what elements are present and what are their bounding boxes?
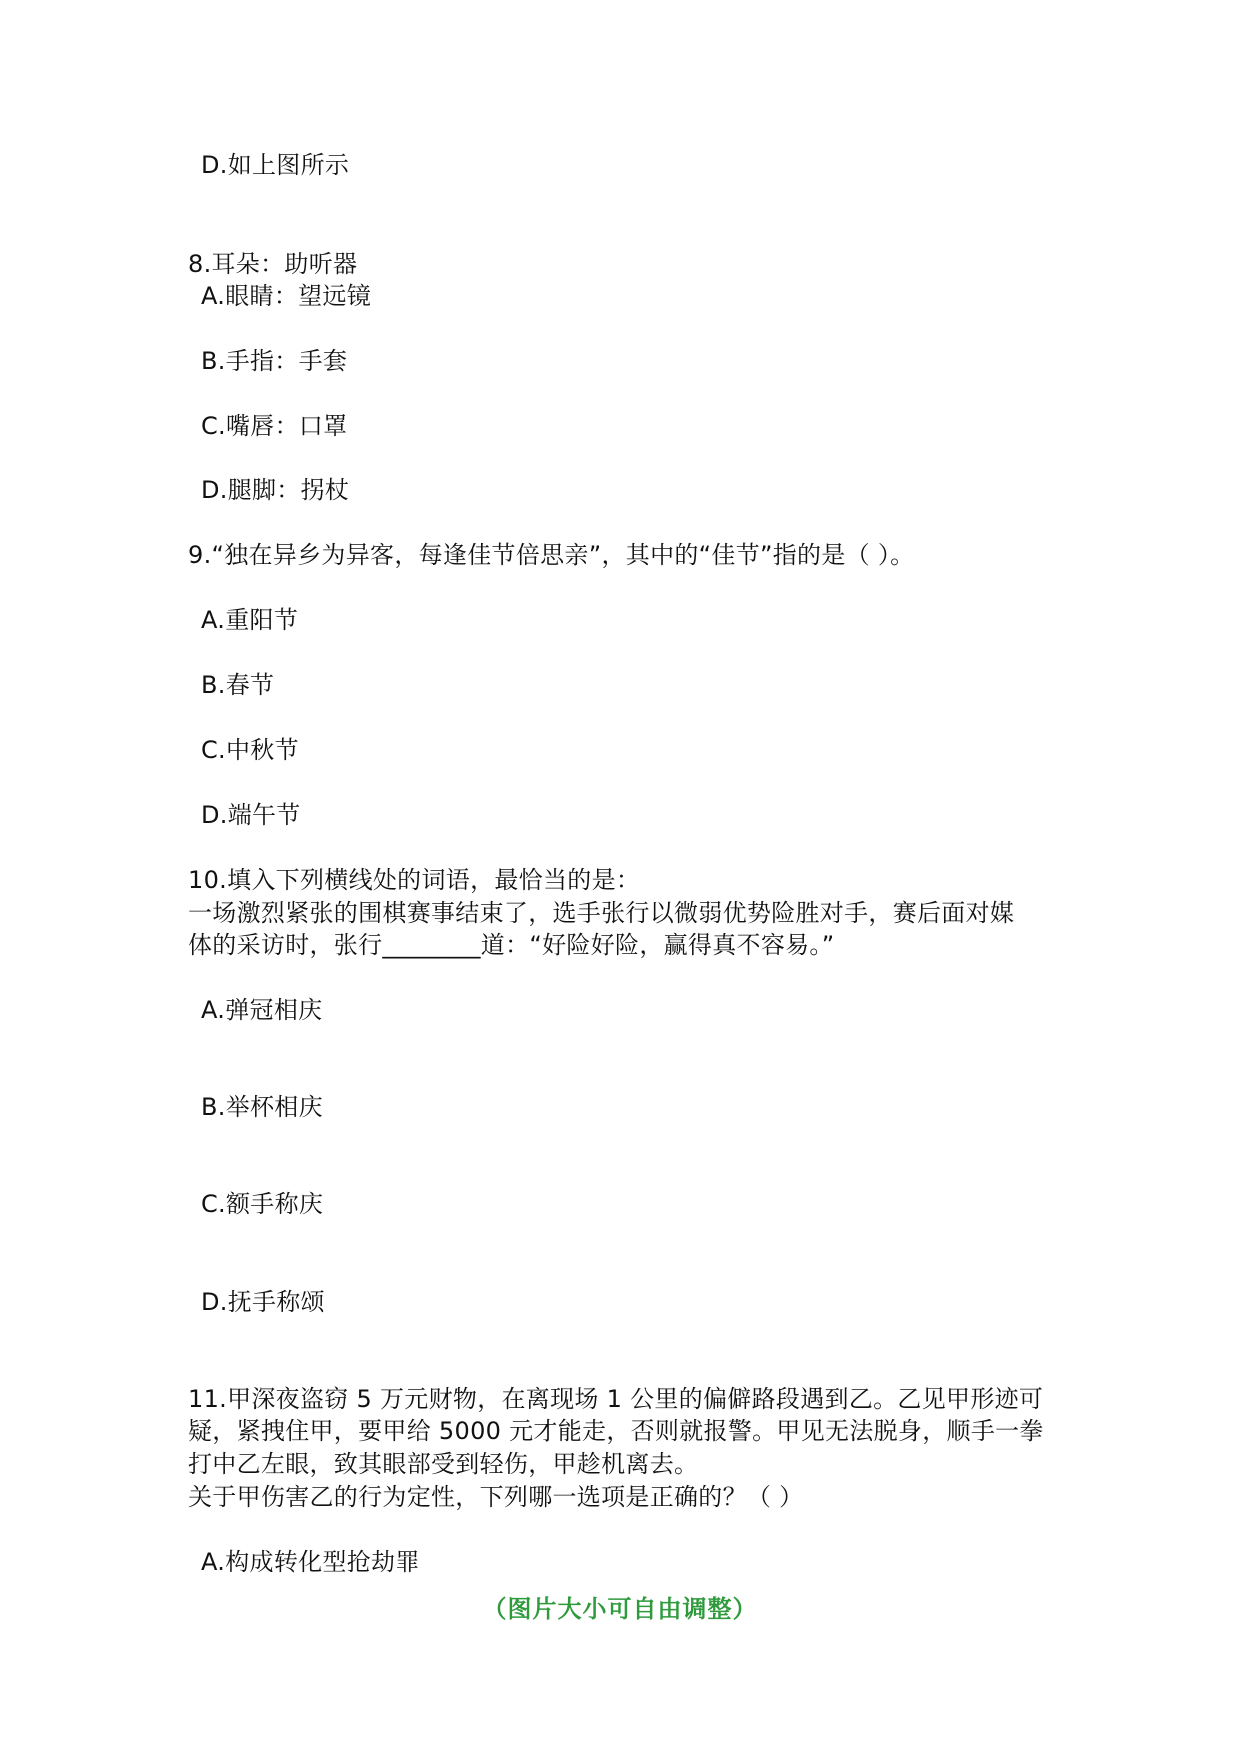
q10-option-d: D.抚手称颂 (201, 1288, 325, 1316)
q11-stem-line: 打中乙左眼，致其眼部受到轻伤，甲趁机离去。 (188, 1450, 699, 1478)
q10-option-a: A.弹冠相庆 (201, 996, 323, 1024)
q8-option-d: D.腿脚：拐杖 (201, 476, 350, 504)
q8-stem: 8.耳朵：助听器 (188, 250, 358, 278)
q9-stem: 9.“独在异乡为异客，每逢佳节倍思亲”，其中的“佳节”指的是（ ）。 (188, 541, 915, 569)
q9-option-d: D.端午节 (201, 801, 301, 829)
q10-stem-line: 体的采访时，张行________道：“好险好险，赢得真不容易。” (188, 931, 835, 959)
q10-stem-line: 一场激烈紧张的围棋赛事结束了，选手张行以微弱优势险胜对手，赛后面对媒 (188, 899, 1015, 927)
q8-option-b: B.手指：手套 (201, 347, 348, 375)
q8-option-c: C.嘴唇：口罩 (201, 412, 348, 440)
q10-option-c: C.额手称庆 (201, 1190, 324, 1218)
q9-option-b: B.春节 (201, 671, 275, 699)
q7-option-d: D.如上图所示 (201, 151, 350, 179)
q10-option-b: B.举杯相庆 (201, 1093, 323, 1121)
q11-stem-line: 关于甲伤害乙的行为定性，下列哪一选项是正确的？（ ） (188, 1483, 804, 1511)
q11-option-a: A.构成转化型抢劫罪 (201, 1548, 420, 1576)
q8-option-a: A.眼睛：望远镜 (201, 282, 372, 310)
q11-stem-line: 疑，紧拽住甲，要甲给 5000 元才能走，否则就报警。甲见无法脱身，顺手一拳 (188, 1417, 1044, 1445)
q9-option-c: C.中秋节 (201, 736, 299, 764)
q9-option-a: A.重阳节 (201, 606, 299, 634)
q11-stem-line: 11.甲深夜盗窃 5 万元财物，在离现场 1 公里的偏僻路段遇到乙。乙见甲形迹可 (188, 1385, 1044, 1413)
q10-stem-line: 10.填入下列横线处的词语，最恰当的是： (188, 866, 641, 894)
image-resize-caption: （图片大小可自由调整） (482, 1595, 758, 1623)
